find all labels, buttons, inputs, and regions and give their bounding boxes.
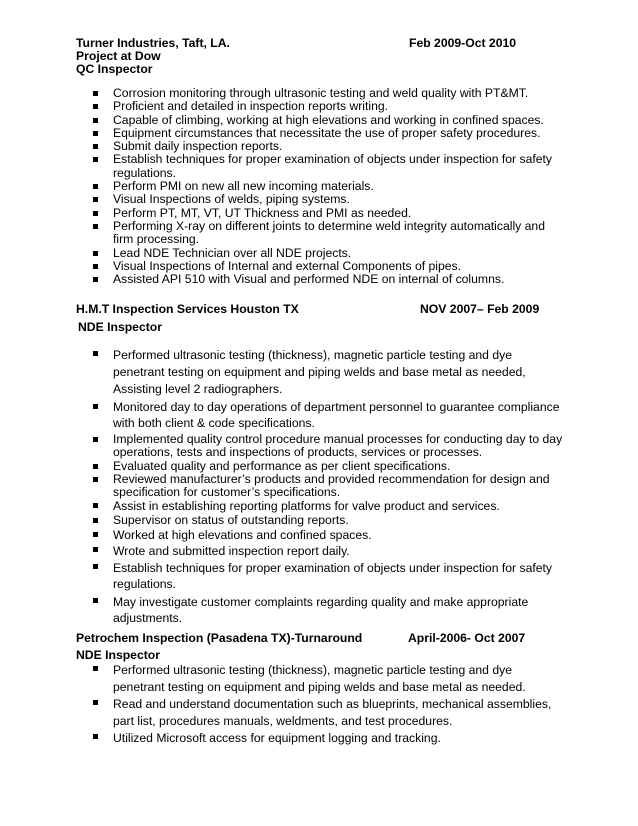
bullet-icon (93, 666, 98, 671)
job-header (76, 303, 566, 316)
bullet-icon (93, 144, 98, 149)
duties-list (76, 347, 566, 626)
job-title: NDE Inspector (76, 648, 160, 662)
list-item: Establish techniques for proper examination of objects under inspection for safety regulations. (76, 560, 566, 592)
list-item: Implemented quality control procedure manual processes for conducting day to day operations, tests and inspections of products, services or processes. (76, 433, 566, 460)
bullet-icon (93, 197, 98, 202)
job-header (76, 37, 566, 50)
job-title: QC Inspector (76, 62, 153, 76)
list-item: Evaluated quality and performance as per client specifications. (76, 460, 566, 473)
bullet-icon (93, 351, 98, 356)
bullet-icon (93, 131, 98, 136)
bullet-icon (93, 437, 98, 442)
bullet-icon (93, 118, 98, 123)
bullet-icon (93, 264, 98, 269)
list-item: Submit daily inspection reports. (76, 140, 566, 153)
list-item: Performed ultrasonic testing (thickness), magnetic particle testing and dye penetrant testing on equipment and piping welds and base metal as needed, Assisting level 2 radiographers. (76, 347, 566, 398)
bullet-icon (93, 464, 98, 469)
job-header (76, 632, 566, 645)
list-item: Utilized Microsoft access for equipment logging and tracking. (76, 730, 566, 747)
list-item: Assist in establishing reporting platforms for valve product and services. (76, 499, 566, 514)
list-item: Perform PT, MT, VT, UT Thickness and PMI as needed. (76, 207, 566, 220)
list-item: Capable of climbing, working at high elevations and working in confined spaces. (76, 114, 566, 127)
list-item: Establish techniques for proper examination of objects under inspection for safety regulations. (76, 153, 566, 180)
bullet-icon (93, 184, 98, 189)
list-item: Lead NDE Technician over all NDE projects. (76, 247, 566, 260)
project-name: Project at Dow (76, 49, 161, 63)
company-name: Petrochem Inspection (Pasadena TX)-Turnaround (76, 631, 363, 645)
bullet-icon (93, 518, 98, 523)
bullet-icon (93, 404, 98, 409)
job-dates: NOV 2007– Feb 2009 (420, 302, 540, 316)
list-item: Reviewed manufacturer’s products and provided recommendation for design and specification for customer’s specifications. (76, 473, 566, 500)
job-title: NDE Inspector (78, 320, 162, 334)
list-item: Visual Inspections of Internal and external Components of pipes. (76, 260, 566, 273)
bullet-icon (93, 224, 98, 229)
list-item: Wrote and submitted inspection report daily. (76, 543, 566, 560)
bullet-icon (93, 598, 98, 603)
bullet-icon (93, 547, 98, 552)
bullet-icon (93, 503, 98, 508)
company-name: H.M.T Inspection Services Houston TX (76, 302, 299, 316)
list-item: Assisted API 510 with Visual and performed NDE on internal of columns. (76, 273, 566, 286)
job-section-hmt (76, 303, 566, 626)
bullet-icon (93, 700, 98, 705)
bullet-icon (93, 104, 98, 109)
job-section-turner (76, 37, 566, 286)
list-item: Corrosion monitoring through ultrasonic testing and weld quality with PT&MT. (76, 87, 566, 100)
bullet-icon (93, 477, 98, 482)
bullet-icon (93, 734, 98, 739)
list-item: Equipment circumstances that necessitate the use of proper safety procedures. (76, 127, 566, 140)
job-dates: April-2006- Oct 2007 (408, 631, 526, 645)
list-item: May investigate customer complaints regarding quality and make appropriate adjustments. (76, 594, 566, 626)
list-item: Performing X-ray on different joints to determine weld integrity automatically and firm processing. (76, 220, 566, 247)
list-item: Visual Inspections of welds, piping systems. (76, 193, 566, 206)
bullet-icon (93, 91, 98, 96)
list-item: Worked at high elevations and confined spaces. (76, 528, 566, 543)
company-name: Turner Industries, Taft, LA. (76, 36, 230, 50)
job-dates: Feb 2009-Oct 2010 (409, 36, 517, 50)
list-item: Proficient and detailed in inspection reports writing. (76, 100, 566, 113)
bullet-icon (93, 211, 98, 216)
list-item: Performed ultrasonic testing (thickness), magnetic particle testing and dye penetrant testing on equipment and piping welds and base metal as needed. (76, 662, 566, 696)
duties-list (76, 662, 566, 747)
bullet-icon (93, 251, 98, 256)
list-item: Read and understand documentation such as blueprints, mechanical assemblies, part list, procedures manuals, weldments, and test procedures. (76, 696, 566, 730)
bullet-icon (93, 277, 98, 282)
list-item: Monitored day to day operations of department personnel to guarantee compliance with both client & code specifications. (76, 400, 566, 431)
list-item: Perform PMI on new all new incoming materials. (76, 180, 566, 193)
duties-list (76, 87, 566, 286)
bullet-icon (93, 564, 98, 569)
job-section-petrochem (76, 632, 566, 747)
bullet-icon (93, 532, 98, 537)
bullet-icon (93, 157, 98, 162)
list-item: Supervisor on status of outstanding reports. (76, 514, 566, 527)
